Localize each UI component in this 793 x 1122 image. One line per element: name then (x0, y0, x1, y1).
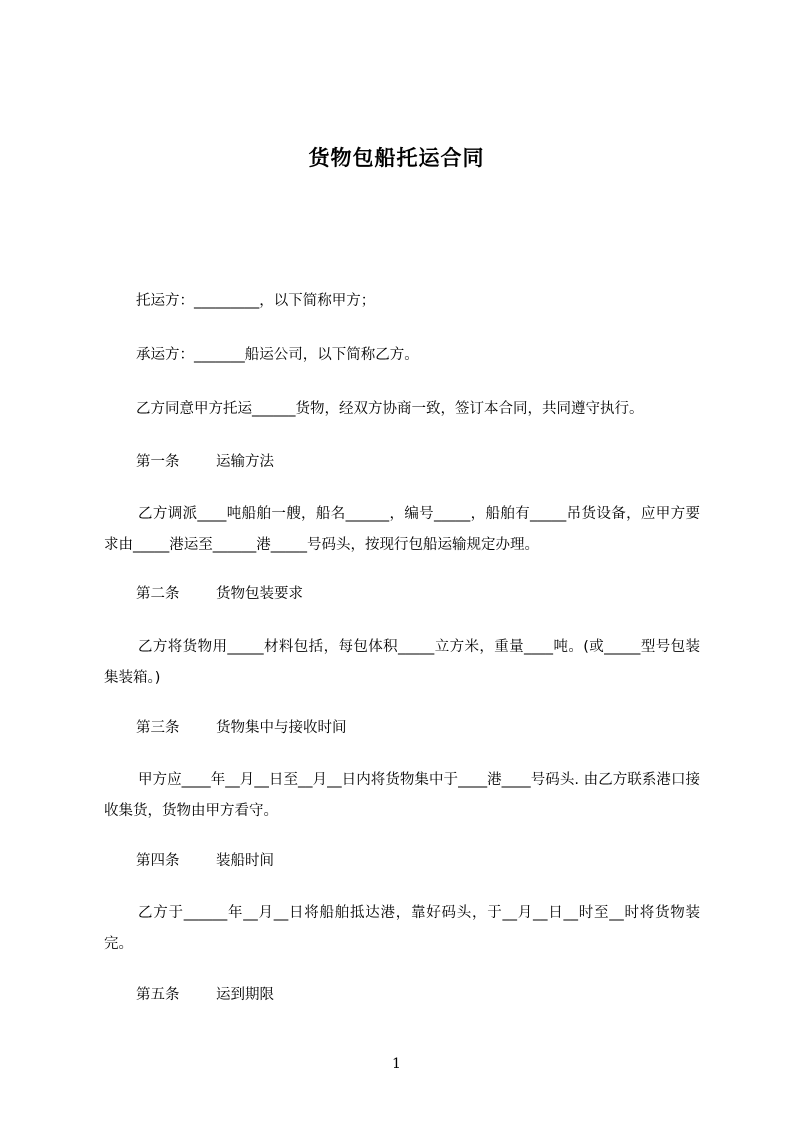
article-3-text: 甲方应____年__月__日至__月__日内将货物集中于____港____号码头. 由乙方联系港口接收集货，货物由甲方看守。 (104, 772, 700, 819)
article-3-title: 货物集中与接收时间 (216, 720, 347, 736)
article-5-title: 运到期限 (216, 987, 274, 1003)
article-1-text: 乙方调派____吨船舶一艘，船名______，编号_____，船舶有_____吊货设备，应甲方要求由_____港运至______港_____号码头，按现行包船运输规定办理。 (104, 506, 700, 553)
article-4-title: 装船时间 (216, 853, 274, 869)
article-1-title: 运输方法 (216, 454, 274, 470)
article-2-number: 第二条 (136, 586, 180, 602)
article-2-heading (136, 584, 303, 604)
article-3-heading (136, 718, 347, 738)
article-1-heading (136, 452, 274, 472)
article-2-text: 乙方将货物用_____材料包括，每包体积_____立方米，重量____吨。(或_____型号包装集装箱。) (104, 639, 700, 686)
article-1-number: 第一条 (136, 454, 180, 470)
article-2-title: 货物包装要求 (216, 586, 303, 602)
preamble-line: 乙方同意甲方托运______货物，经双方协商一致，签订本合同，共同遵守执行。 (136, 401, 644, 417)
page-number: 1 (392, 1056, 401, 1072)
article-5-number: 第五条 (136, 987, 180, 1003)
article-4-text: 乙方于______年__月__日将船舶抵达港，靠好码头，于__月__日__时至__时将货物装完。 (104, 905, 700, 952)
article-5-heading (136, 985, 274, 1005)
document-title: 货物包船托运合同 (308, 146, 485, 170)
article-4-heading (136, 851, 274, 871)
article-3-number: 第三条 (136, 720, 180, 736)
article-4-number: 第四条 (136, 853, 180, 869)
party-b-line: 承运方：_______船运公司，以下简称乙方。 (136, 347, 419, 363)
party-a-line: 托运方：_________，以下简称甲方； (136, 293, 376, 309)
